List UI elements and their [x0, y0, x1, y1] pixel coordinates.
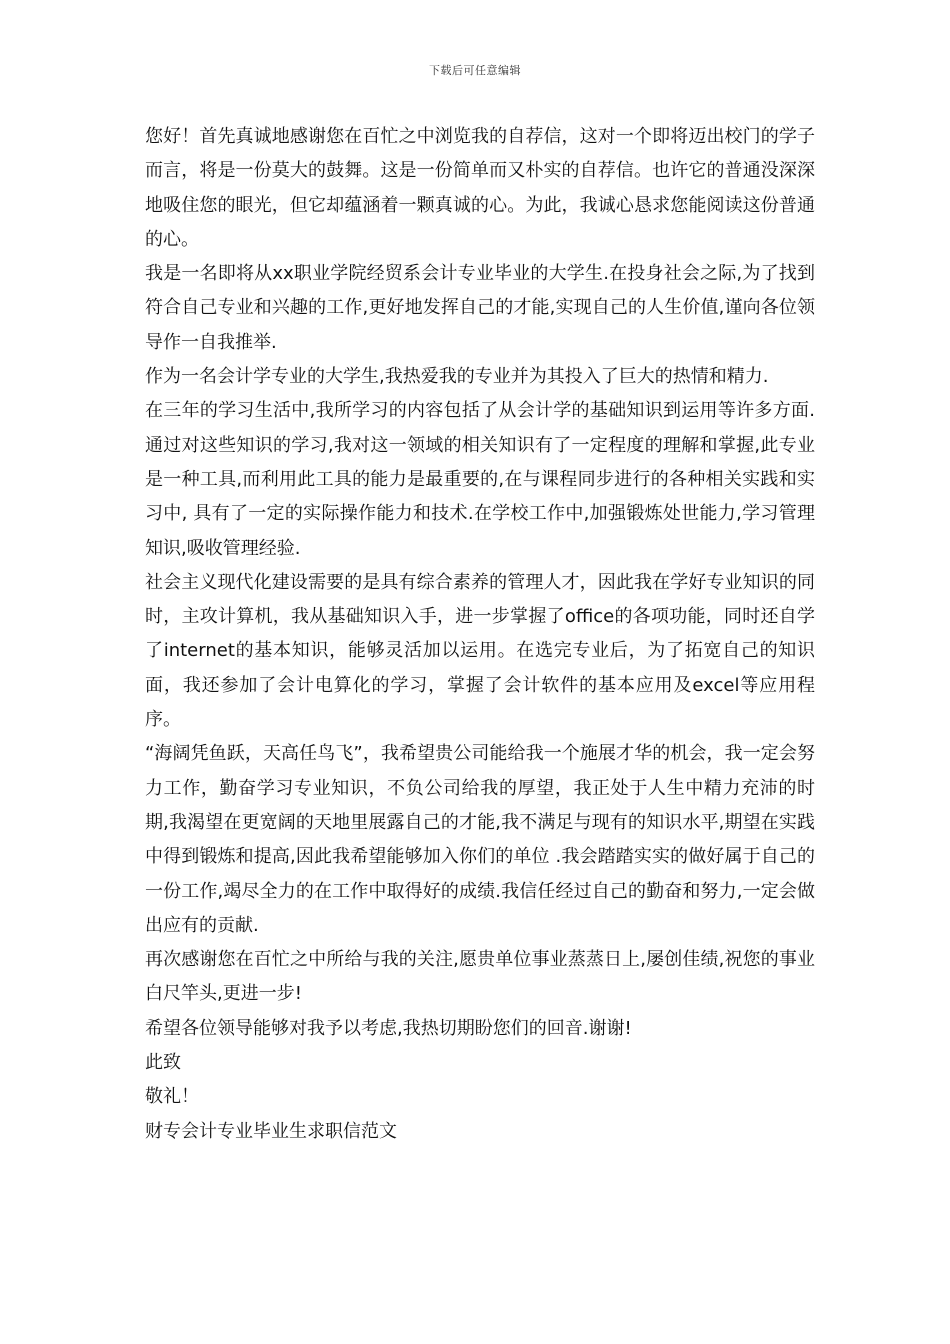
paragraph-thanks: 再次感谢您在百忙之中所给与我的关注,愿贵单位事业蒸蒸日上,屡创佳绩,祝您的事业白尺竿头,更进一步!	[145, 949, 815, 1005]
paragraph-study: 在三年的学习生活中,我所学习的内容包括了从会计学的基础知识到运用等许多方面.通过对这些知识的学习,我对这一领域的相关知识有了一定程度的理解和掌握,此专业是一种工具,而利用此工具的能力是最重要的,在与课程同步进行的各种相关实践和实习中, 具有了一定的实际操作能力和技术.在学校工作中,加强锻炼处世能力,学习管理知识,吸收管理经验.	[145, 400, 815, 559]
paragraph-aspiration: “海阔凭鱼跃，天高任鸟飞”，我希望贵公司能给我一个施展才华的机会，我一定会努力工作，勤奋学习专业知识，不负公司给我的厚望，我正处于人生中精力充沛的时期,我渴望在更宽阔的天地里展露自己的才能,我不满足与现有的知识水平,期望在实践中得到锻炼和提高,因此我希望能够加入你们的单位 .我会踏踏实实的做好属于自己的一份工作,竭尽全力的在工作中取得好的成绩.我信任经过自己的勤奋和努力,一定会做出应有的贡献.	[145, 743, 815, 936]
page-header-note: 下载后可任意编辑	[429, 64, 521, 77]
paragraph-introduction: 我是一名即将从xx职业学院经贸系会计专业毕业的大学生.在投身社会之际,为了找到符合自己专业和兴趣的工作,更好地发挥自己的才能,实现自己的人生价值,谨向各位领导作一自我推举.	[145, 263, 815, 353]
closing-regards: 敬礼！	[145, 1086, 199, 1108]
paragraph-passion: 作为一名会计学专业的大学生,我热爱我的专业并为其投入了巨大的热情和精力.	[145, 366, 769, 388]
letter-body	[145, 120, 815, 1149]
paragraph-computer-skills: 社会主义现代化建设需要的是具有综合素养的管理人才，因此我在学好专业知识的同时，主攻计算机，我从基础知识入手，进一步掌握了office的各项功能，同时还自学了internet的基本知识，能够灵活加以运用。在选完专业后，为了拓宽自己的知识面，我还参加了会计电算化的学习，掌握了会计软件的基本应用及excel等应用程序。	[145, 571, 815, 731]
closing-salutation: 此致	[145, 1052, 181, 1074]
paragraph-greeting: 您好！首先真诚地感谢您在百忙之中浏览我的自荐信，这对一个即将迈出校门的学子而言，将是一份莫大的鼓舞。这是一份简单而又朴实的自荐信。也许它的普通没深深地吸住您的眼光，但它却蕴涵着一颗真诚的心。为此，我诚心恳求您能阅读这份普通的心。	[145, 126, 815, 250]
paragraph-hope: 希望各位领导能够对我予以考虑,我热切期盼您们的回音.谢谢!	[145, 1017, 632, 1039]
document-title: 财专会计专业毕业生求职信范文	[145, 1120, 397, 1142]
